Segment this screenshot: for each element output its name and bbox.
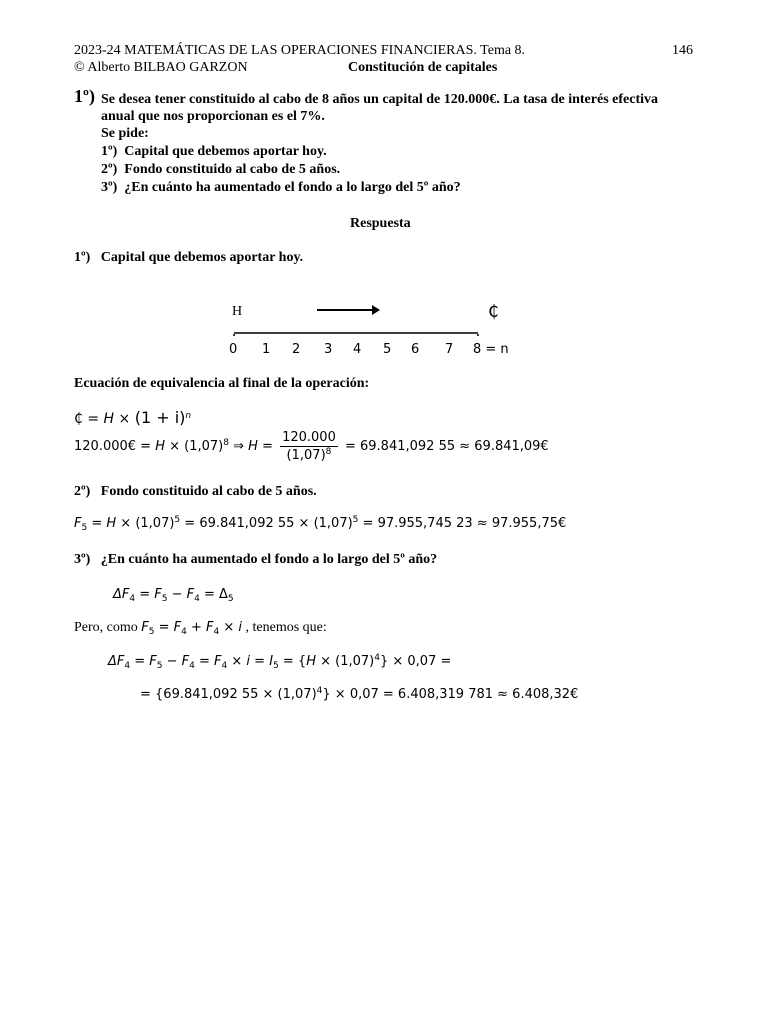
- problem-item-number: 1º): [101, 144, 118, 159]
- equivalence-title: Ecuación de equivalencia al final de la operación:: [74, 376, 370, 391]
- answer-title: Respuesta: [350, 216, 411, 231]
- header-author: © Alberto BILBAO GARZON: [74, 60, 248, 75]
- equation-present-value: 120.000€ = $H \times (1,07)^8$ ⇒ H = $\frac{120.000}{(1,07)^8}$ = 69.841,092 55 ≈ 69.841,09€: [74, 430, 549, 463]
- equation-interest-result: = {69.841,092 $55 \times (1,07)^4\} \times 0,07 = 6.408,319$ 781 ≈ 6.408,32€: [140, 686, 579, 702]
- equation-future-value: ₵ = $H \times (1 + i)^n$: [74, 408, 192, 427]
- part3-title: ¿En cuánto ha aumentado el fondo a lo largo del 5º año?: [100, 552, 438, 567]
- timeline-end-dot: [477, 334, 479, 336]
- timeline-tick: 2: [292, 342, 301, 357]
- problem-statement-line1: Se desea tener constituido al cabo de 8 años un capital de 120.000€. La tasa de interés efectiva: [101, 92, 658, 107]
- timeline-tick: 7: [445, 342, 454, 357]
- problem-item-text: Fondo constituido al cabo de 5 años.: [124, 162, 341, 177]
- timeline-tick: 1: [262, 342, 271, 357]
- problem-statement-line2: anual que nos proporcionan es el 7%.: [101, 109, 325, 124]
- timeline-tick: 6: [411, 342, 420, 357]
- part2-heading: [74, 484, 317, 500]
- problem-item-text: Capital que debemos aportar hoy.: [124, 144, 327, 159]
- timeline-diagram: [226, 300, 490, 340]
- part3-number: 3º): [74, 552, 91, 567]
- part1-title: Capital que debemos aportar hoy.: [100, 250, 304, 265]
- equation-fund-5-years: $F_5 = H \times (1,07)^5 = 69.841,092$ $55 \times (1,07)^5 = 97.955,745$ 23 ≈ 97.955,75€: [74, 515, 567, 533]
- problem-item-number: 2º): [101, 162, 118, 177]
- problem-item-number: 3º): [101, 180, 118, 195]
- page-number: 146: [672, 43, 693, 58]
- part2-title: Fondo constituido al cabo de 5 años.: [100, 484, 317, 499]
- problem-item-text: ¿En cuánto ha aumentado el fondo a lo largo del 5º año?: [124, 180, 461, 195]
- problem-item: [101, 162, 340, 178]
- timeline-tick: 0: [229, 342, 238, 357]
- problem-ask: Se pide:: [101, 126, 149, 141]
- problem-number: 1º): [74, 86, 95, 106]
- pero-line: Pero, como $F_5 = F_4 + F_4 \times i$ , tenemos que:: [74, 620, 327, 637]
- part3-heading: [74, 552, 437, 568]
- timeline-tick: 3: [324, 342, 333, 357]
- part1-number: 1º): [74, 250, 91, 265]
- equation-interest-year5: $\Delta F_4 = F_5 - F_4 = F_4 \times i = I_5 = \{H \times (1,07)^4\} \times 0,07$ =: [108, 653, 452, 671]
- problem-item: [101, 144, 327, 160]
- timeline-start-dot: [233, 334, 235, 336]
- part1-heading: [74, 250, 303, 266]
- timeline-tick: 5: [383, 342, 392, 357]
- header-section: Constitución de capitales: [348, 60, 498, 75]
- timeline-arrow-head: [372, 305, 380, 315]
- timeline-tick: 4: [353, 342, 362, 357]
- timeline-left-label: H: [232, 304, 243, 319]
- timeline-tick: 8 = n: [473, 342, 509, 357]
- fraction: $\frac{120.000}{(1,07)^8}$: [282, 430, 336, 463]
- equation-fund-increase: $\Delta F_4 = F_5 - F_4 = \Delta_5$: [113, 587, 234, 604]
- header-title: 2023-24 MATEMÁTICAS DE LAS OPERACIONES FINANCIERAS. Tema 8.: [74, 43, 526, 58]
- part2-number: 2º): [74, 484, 91, 499]
- problem-item: [101, 180, 461, 196]
- timeline-right-label: ₵: [488, 302, 499, 322]
